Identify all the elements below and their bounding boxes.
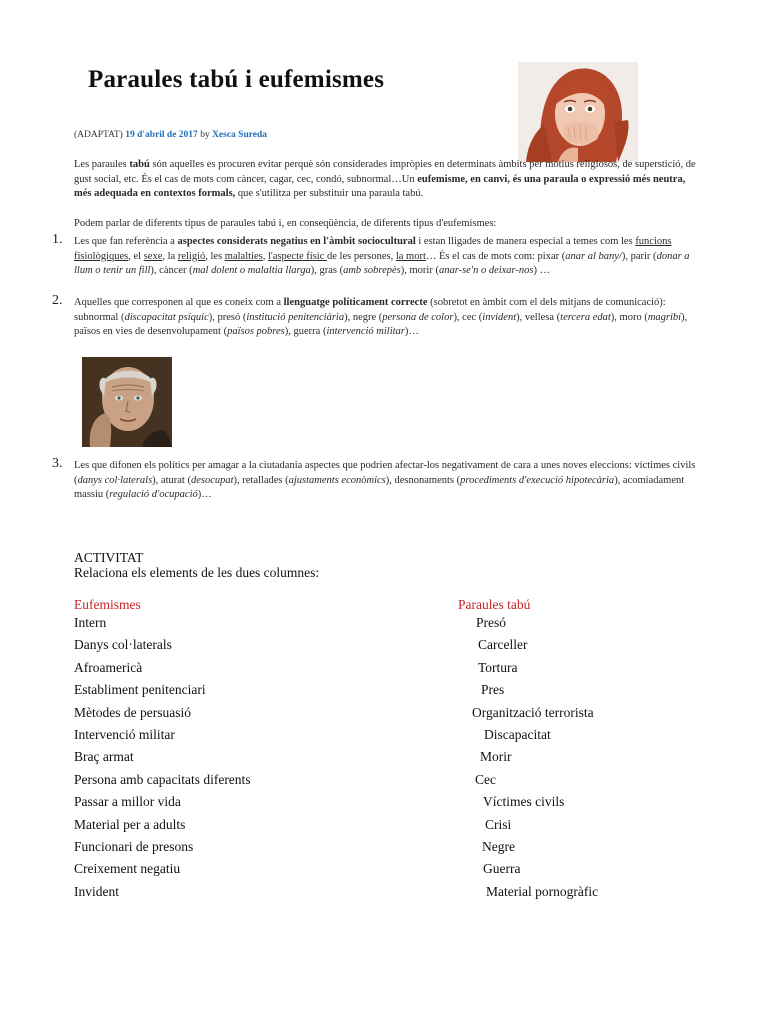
list-text: de les persones, <box>327 250 396 262</box>
euphemism-example: amb sobrepès <box>343 265 401 276</box>
list-text: ), negre ( <box>344 311 383 323</box>
date-link[interactable]: 19 d'abril de 2017 <box>125 130 198 140</box>
list-number: 1. <box>52 232 63 247</box>
adapted-label: (ADAPTAT) <box>74 130 123 140</box>
list-text: , les <box>205 250 225 262</box>
intro-text: que s'utilitza per substituir una paraula tabú. <box>235 188 424 199</box>
taboo-word-item: Carceller <box>478 637 528 653</box>
euphemisms-column-header: Eufemismes <box>74 597 141 612</box>
topic-link[interactable]: l'aspecte físic <box>267 250 327 262</box>
taboo-word-item: Negre <box>482 839 515 854</box>
by-label: by <box>200 130 210 140</box>
list-text: Les que difonen els polítics per amagar a la ciutadania aspectes que podrien afectar-los negativament de cara a unes noves eleccions: víctimes civils ( <box>74 460 696 486</box>
euphemism-example: ajustaments econòmics <box>288 474 386 486</box>
euphemism-item: Funcionari de presons <box>74 839 194 854</box>
taboo-word-item: Material pornogràfic <box>486 883 599 899</box>
list-text: ), gras ( <box>310 265 344 276</box>
list-text: ), cec ( <box>453 311 483 323</box>
activity-title: ACTIVITAT <box>74 550 144 565</box>
list-text: ), guerra ( <box>284 326 327 337</box>
list-text: ), parir ( <box>621 250 657 262</box>
list-text: ), aturat ( <box>152 474 191 486</box>
taboo-words-column-header: Paraules tabú <box>458 597 531 612</box>
list-text: ), morir ( <box>400 265 439 276</box>
euphemism-item: Material per a adults <box>74 816 186 832</box>
article-title: Paraules tabú i eufemismes <box>88 66 385 93</box>
topic-link[interactable]: sexe <box>143 250 163 262</box>
list-text: ) … <box>533 265 551 276</box>
euphemism-example: persona de color <box>382 311 454 323</box>
author-link[interactable]: Xesca Sureda <box>212 130 268 140</box>
euphemism-example: anar-se'n o deixar-nos <box>438 265 534 276</box>
taboo-word-item: Morir <box>480 749 512 765</box>
list-item-text <box>74 460 695 500</box>
euphemism-example: mal dolent o malaltia llarga <box>192 265 311 276</box>
list-text: (sobretot en àmbit com el dels mitjans de comunicació): subnormal ( <box>74 297 666 323</box>
list-text: ), països en vies de desenvolupament ( <box>74 311 688 337</box>
taboo-word-item: Pres <box>481 682 505 698</box>
euphemism-item: Establiment penitenciari <box>74 682 206 698</box>
list-text: , el <box>128 250 144 262</box>
euphemism-item: Afroamericà <box>74 659 143 675</box>
euphemism-item: Danys col·laterals <box>74 637 172 653</box>
topic-link[interactable]: funcions fisiològiques <box>74 236 672 262</box>
taboo-word-item: Presó <box>476 615 506 630</box>
activity-heading <box>74 550 319 580</box>
euphemism-example: institució penitenciària <box>246 311 345 323</box>
intro-paragraph <box>74 158 696 202</box>
euphemism-example: procediments d'execució hipotecària <box>460 474 615 486</box>
list-text: i estan lligades de manera especial a temes com les <box>415 236 636 247</box>
emphasis-text: aspectes considerats negatius en l'àmbit sociocultural <box>177 236 416 247</box>
taboo-word-item: Organització terrorista <box>472 704 594 720</box>
list-text: ), acomiadament massiu ( <box>74 474 685 500</box>
euphemism-example: donar a llum o tenir un fill <box>74 250 690 276</box>
list-text: ), vellesa ( <box>516 311 561 323</box>
euphemism-item: Intern <box>74 615 107 630</box>
list-text: Les que fan referència a <box>74 236 178 247</box>
list-text: … És el cas de mots com: pixar ( <box>425 250 566 262</box>
list-text: ), moro ( <box>610 311 648 323</box>
euphemism-example: països pobres <box>227 326 285 337</box>
intro-bold-tabu: tabú <box>129 159 150 170</box>
list-text: ), presó ( <box>208 311 247 323</box>
list-item <box>52 232 696 279</box>
euphemism-item: Intervenció militar <box>74 727 175 742</box>
list-text: ), càncer ( <box>150 265 193 276</box>
euphemism-example: tercera edat <box>560 311 611 323</box>
list-number: 2. <box>52 293 63 308</box>
euphemism-example: anar al bany/ <box>565 250 622 262</box>
activity-instruction: Relaciona els elements de les dues columnes: <box>74 565 320 580</box>
list-text: , <box>262 250 268 262</box>
euphemism-item: Persona amb capacitats diferents <box>74 771 251 787</box>
euphemism-item: Creixement negatiu <box>74 861 181 877</box>
taboo-word-item: Cec <box>475 771 496 787</box>
taboo-word-item: Guerra <box>483 861 521 877</box>
surprised-woman-photo <box>518 62 638 162</box>
euphemism-item: Passar a millor vida <box>74 794 181 810</box>
list-item <box>52 456 696 503</box>
euphemism-item: Mètodes de persuasió <box>74 704 191 720</box>
euphemism-example: magribí <box>647 311 682 323</box>
euphemism-example: intervenció militar <box>326 326 405 337</box>
topic-link[interactable]: religió <box>177 250 206 262</box>
old-man-photo <box>82 357 172 447</box>
euphemism-example: danys col·laterals <box>77 474 153 486</box>
euphemism-example: regulació d'ocupació <box>109 489 198 500</box>
topic-link[interactable]: la mort <box>395 250 426 262</box>
list-text: )… <box>197 489 212 500</box>
list-text: )… <box>404 326 419 337</box>
taboo-word-item: Discapacitat <box>484 727 551 742</box>
list-text: Aquelles que corresponen al que es coneix com a <box>74 297 284 308</box>
taboo-word-item: Crisi <box>485 816 512 832</box>
intro-text: són aquelles es procuren evitar perquè són considerades impròpies en determinats àmbits per motius religiosos, de superstició, de gust social, etc. És el cas de mots com càncer, cagar, cec, condó, subnormal…Un <box>74 159 696 185</box>
list-item-text <box>74 236 690 276</box>
taboo-word-item: Víctimes civils <box>483 794 565 810</box>
euphemism-item: Invident <box>74 883 119 899</box>
list-number: 3. <box>52 456 63 471</box>
euphemism-item: Braç armat <box>74 749 134 765</box>
intro-text: Les paraules <box>74 159 130 170</box>
article-meta <box>74 130 267 140</box>
taboo-word-item: Tortura <box>478 659 518 675</box>
list-item <box>52 293 696 340</box>
euphemism-example: discapacitat psíquic <box>124 311 209 323</box>
topic-link[interactable]: malalties <box>224 250 263 262</box>
emphasis-text: llenguatge políticament correcte <box>283 297 428 308</box>
intro-bold-definition: eufemisme, en canvi, és una paraula o expressió més neutra, més adequada en contextos formals, <box>74 173 686 199</box>
types-paragraph: Podem parlar de diferents tipus de paraules tabú i, en conseqüència, de diferents tipus d'eufemismes: <box>74 218 497 229</box>
list-text: ), desnonaments ( <box>385 474 461 486</box>
list-text: ), retallades ( <box>233 474 289 486</box>
list-item-text <box>74 297 687 337</box>
list-text: , la <box>162 250 178 262</box>
euphemism-example: invident <box>482 311 517 323</box>
euphemism-example: desocupat <box>190 474 234 486</box>
